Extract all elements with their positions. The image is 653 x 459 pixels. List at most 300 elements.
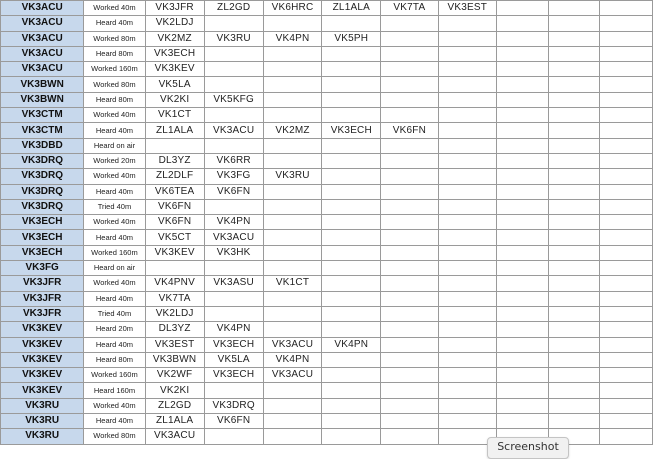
band-status-cell[interactable]: Heard on air xyxy=(84,138,145,153)
empty-cell[interactable] xyxy=(322,62,381,77)
empty-cell[interactable] xyxy=(381,215,438,230)
empty-cell[interactable] xyxy=(549,414,600,429)
band-status-cell[interactable]: Heard 160m xyxy=(84,383,145,398)
station-cell[interactable]: VK3ACU xyxy=(145,429,204,444)
empty-cell[interactable] xyxy=(549,383,600,398)
empty-cell[interactable] xyxy=(438,414,496,429)
empty-cell[interactable] xyxy=(381,261,438,276)
band-status-cell[interactable]: Worked 40m xyxy=(84,398,145,413)
empty-cell[interactable] xyxy=(549,16,600,31)
empty-cell[interactable] xyxy=(322,138,381,153)
band-status-cell[interactable]: Worked 40m xyxy=(84,215,145,230)
station-cell[interactable]: VK3JFR xyxy=(145,1,204,16)
callsign-cell[interactable]: VK3KEV xyxy=(1,383,84,398)
empty-cell[interactable] xyxy=(204,46,263,61)
empty-cell[interactable] xyxy=(322,77,381,92)
empty-cell[interactable] xyxy=(263,199,322,214)
empty-cell[interactable] xyxy=(263,138,322,153)
empty-cell[interactable] xyxy=(263,16,322,31)
station-cell[interactable]: VK2MZ xyxy=(145,31,204,46)
empty-cell[interactable] xyxy=(263,184,322,199)
empty-cell[interactable] xyxy=(438,46,496,61)
empty-cell[interactable] xyxy=(322,383,381,398)
empty-cell[interactable] xyxy=(381,306,438,321)
band-status-cell[interactable]: Worked 40m xyxy=(84,108,145,123)
station-cell[interactable]: VK3FG xyxy=(204,169,263,184)
empty-cell[interactable] xyxy=(204,16,263,31)
callsign-cell[interactable]: VK3RU xyxy=(1,414,84,429)
station-cell[interactable]: VK6FN xyxy=(204,184,263,199)
empty-cell[interactable] xyxy=(600,31,653,46)
empty-cell[interactable] xyxy=(381,46,438,61)
empty-cell[interactable] xyxy=(497,383,549,398)
empty-cell[interactable] xyxy=(263,153,322,168)
station-cell[interactable]: VK2MZ xyxy=(263,123,322,138)
empty-cell[interactable] xyxy=(438,62,496,77)
empty-cell[interactable] xyxy=(600,245,653,260)
empty-cell[interactable] xyxy=(497,306,549,321)
empty-cell[interactable] xyxy=(549,215,600,230)
empty-cell[interactable] xyxy=(381,184,438,199)
callsign-cell[interactable]: VK3ECH xyxy=(1,230,84,245)
empty-cell[interactable] xyxy=(549,398,600,413)
empty-cell[interactable] xyxy=(438,352,496,367)
empty-cell[interactable] xyxy=(600,322,653,337)
empty-cell[interactable] xyxy=(600,62,653,77)
callsign-cell[interactable]: VK3DRQ xyxy=(1,184,84,199)
empty-cell[interactable] xyxy=(438,276,496,291)
station-cell[interactable]: DL3YZ xyxy=(145,153,204,168)
empty-cell[interactable] xyxy=(497,1,549,16)
empty-cell[interactable] xyxy=(381,92,438,107)
empty-cell[interactable] xyxy=(600,398,653,413)
empty-cell[interactable] xyxy=(549,153,600,168)
empty-cell[interactable] xyxy=(600,337,653,352)
empty-cell[interactable] xyxy=(322,245,381,260)
station-cell[interactable]: VK3KEV xyxy=(145,245,204,260)
empty-cell[interactable] xyxy=(549,92,600,107)
empty-cell[interactable] xyxy=(549,31,600,46)
station-cell[interactable]: VK3ACU xyxy=(263,368,322,383)
station-cell[interactable]: VK3ACU xyxy=(263,337,322,352)
empty-cell[interactable] xyxy=(497,184,549,199)
empty-cell[interactable] xyxy=(438,138,496,153)
station-cell[interactable]: VK4PN xyxy=(204,215,263,230)
empty-cell[interactable] xyxy=(497,46,549,61)
band-status-cell[interactable]: Heard 40m xyxy=(84,291,145,306)
empty-cell[interactable] xyxy=(600,108,653,123)
station-cell[interactable]: VK3HK xyxy=(204,245,263,260)
station-cell[interactable]: VK6TEA xyxy=(145,184,204,199)
empty-cell[interactable] xyxy=(438,230,496,245)
empty-cell[interactable] xyxy=(549,62,600,77)
empty-cell[interactable] xyxy=(322,16,381,31)
callsign-cell[interactable]: VK3ACU xyxy=(1,16,84,31)
empty-cell[interactable] xyxy=(322,414,381,429)
empty-cell[interactable] xyxy=(263,414,322,429)
callsign-cell[interactable]: VK3DRQ xyxy=(1,153,84,168)
station-cell[interactable]: VK5PH xyxy=(322,31,381,46)
empty-cell[interactable] xyxy=(381,138,438,153)
station-cell[interactable]: VK2KI xyxy=(145,92,204,107)
band-status-cell[interactable]: Worked 80m xyxy=(84,429,145,444)
empty-cell[interactable] xyxy=(381,108,438,123)
callsign-cell[interactable]: VK3KEV xyxy=(1,337,84,352)
empty-cell[interactable] xyxy=(600,16,653,31)
station-cell[interactable]: VK3ASU xyxy=(204,276,263,291)
callsign-cell[interactable]: VK3ECH xyxy=(1,245,84,260)
station-cell[interactable]: VK2LDJ xyxy=(145,16,204,31)
station-cell[interactable]: VK3ACU xyxy=(204,230,263,245)
empty-cell[interactable] xyxy=(322,153,381,168)
empty-cell[interactable] xyxy=(322,169,381,184)
empty-cell[interactable] xyxy=(381,414,438,429)
station-cell[interactable]: ZL2GD xyxy=(204,1,263,16)
empty-cell[interactable] xyxy=(600,199,653,214)
band-status-cell[interactable]: Heard 40m xyxy=(84,414,145,429)
empty-cell[interactable] xyxy=(600,46,653,61)
empty-cell[interactable] xyxy=(204,199,263,214)
band-status-cell[interactable]: Worked 40m xyxy=(84,276,145,291)
empty-cell[interactable] xyxy=(549,138,600,153)
empty-cell[interactable] xyxy=(438,368,496,383)
band-status-cell[interactable]: Heard 20m xyxy=(84,322,145,337)
station-cell[interactable]: VK3KEV xyxy=(145,62,204,77)
empty-cell[interactable] xyxy=(600,383,653,398)
empty-cell[interactable] xyxy=(263,215,322,230)
empty-cell[interactable] xyxy=(381,337,438,352)
empty-cell[interactable] xyxy=(204,62,263,77)
empty-cell[interactable] xyxy=(263,291,322,306)
band-status-cell[interactable]: Tried 40m xyxy=(84,199,145,214)
empty-cell[interactable] xyxy=(497,138,549,153)
empty-cell[interactable] xyxy=(204,429,263,444)
screenshot-button[interactable]: Screenshot xyxy=(487,437,569,459)
station-cell[interactable]: VK6FN xyxy=(381,123,438,138)
empty-cell[interactable] xyxy=(497,62,549,77)
empty-cell[interactable] xyxy=(381,245,438,260)
station-cell[interactable]: VK3ECH xyxy=(145,46,204,61)
empty-cell[interactable] xyxy=(600,92,653,107)
station-cell[interactable]: VK6FN xyxy=(145,215,204,230)
empty-cell[interactable] xyxy=(263,77,322,92)
band-status-cell[interactable]: Heard 40m xyxy=(84,16,145,31)
empty-cell[interactable] xyxy=(322,230,381,245)
callsign-cell[interactable]: VK3ACU xyxy=(1,31,84,46)
empty-cell[interactable] xyxy=(549,77,600,92)
empty-cell[interactable] xyxy=(549,169,600,184)
empty-cell[interactable] xyxy=(600,306,653,321)
station-cell[interactable]: VK2LDJ xyxy=(145,306,204,321)
callsign-cell[interactable]: VK3RU xyxy=(1,429,84,444)
empty-cell[interactable] xyxy=(549,261,600,276)
empty-cell[interactable] xyxy=(263,62,322,77)
station-cell[interactable]: VK7TA xyxy=(381,1,438,16)
station-cell[interactable]: ZL1ALA xyxy=(145,414,204,429)
empty-cell[interactable] xyxy=(438,261,496,276)
empty-cell[interactable] xyxy=(497,230,549,245)
empty-cell[interactable] xyxy=(497,153,549,168)
band-status-cell[interactable]: Worked 80m xyxy=(84,31,145,46)
empty-cell[interactable] xyxy=(497,276,549,291)
callsign-cell[interactable]: VK3KEV xyxy=(1,322,84,337)
empty-cell[interactable] xyxy=(263,429,322,444)
empty-cell[interactable] xyxy=(381,62,438,77)
station-cell[interactable]: VK4PN xyxy=(263,31,322,46)
band-status-cell[interactable]: Worked 40m xyxy=(84,169,145,184)
station-cell[interactable]: VK2WF xyxy=(145,368,204,383)
station-cell[interactable]: VK6FN xyxy=(204,414,263,429)
empty-cell[interactable] xyxy=(322,108,381,123)
empty-cell[interactable] xyxy=(497,337,549,352)
callsign-cell[interactable]: VK3RU xyxy=(1,398,84,413)
empty-cell[interactable] xyxy=(438,31,496,46)
empty-cell[interactable] xyxy=(438,77,496,92)
station-cell[interactable]: VK3DRQ xyxy=(204,398,263,413)
empty-cell[interactable] xyxy=(381,398,438,413)
empty-cell[interactable] xyxy=(497,291,549,306)
callsign-cell[interactable]: VK3CTM xyxy=(1,123,84,138)
empty-cell[interactable] xyxy=(549,337,600,352)
empty-cell[interactable] xyxy=(497,123,549,138)
empty-cell[interactable] xyxy=(204,261,263,276)
callsign-cell[interactable]: VK3DBD xyxy=(1,138,84,153)
empty-cell[interactable] xyxy=(549,291,600,306)
empty-cell[interactable] xyxy=(549,245,600,260)
empty-cell[interactable] xyxy=(549,199,600,214)
empty-cell[interactable] xyxy=(549,46,600,61)
empty-cell[interactable] xyxy=(263,306,322,321)
empty-cell[interactable] xyxy=(600,352,653,367)
empty-cell[interactable] xyxy=(381,368,438,383)
empty-cell[interactable] xyxy=(322,276,381,291)
band-status-cell[interactable]: Heard 40m xyxy=(84,184,145,199)
callsign-cell[interactable]: VK3DRQ xyxy=(1,199,84,214)
callsign-cell[interactable]: VK3KEV xyxy=(1,368,84,383)
empty-cell[interactable] xyxy=(204,138,263,153)
empty-cell[interactable] xyxy=(204,77,263,92)
station-cell[interactable]: ZL2DLF xyxy=(145,169,204,184)
empty-cell[interactable] xyxy=(600,368,653,383)
station-cell[interactable]: VK6RR xyxy=(204,153,263,168)
empty-cell[interactable] xyxy=(263,398,322,413)
station-cell[interactable]: VK4PN xyxy=(322,337,381,352)
empty-cell[interactable] xyxy=(381,16,438,31)
station-cell[interactable]: VK3RU xyxy=(263,169,322,184)
empty-cell[interactable] xyxy=(438,184,496,199)
station-cell[interactable]: VK4PN xyxy=(204,322,263,337)
empty-cell[interactable] xyxy=(263,92,322,107)
empty-cell[interactable] xyxy=(381,322,438,337)
band-status-cell[interactable]: Heard 80m xyxy=(84,352,145,367)
station-cell[interactable]: VK1CT xyxy=(263,276,322,291)
station-cell[interactable]: ZL2GD xyxy=(145,398,204,413)
empty-cell[interactable] xyxy=(438,123,496,138)
callsign-cell[interactable]: VK3ACU xyxy=(1,1,84,16)
callsign-cell[interactable]: VK3ACU xyxy=(1,62,84,77)
empty-cell[interactable] xyxy=(438,108,496,123)
empty-cell[interactable] xyxy=(549,230,600,245)
empty-cell[interactable] xyxy=(322,215,381,230)
empty-cell[interactable] xyxy=(600,184,653,199)
empty-cell[interactable] xyxy=(549,352,600,367)
empty-cell[interactable] xyxy=(600,414,653,429)
empty-cell[interactable] xyxy=(438,383,496,398)
empty-cell[interactable] xyxy=(600,77,653,92)
empty-cell[interactable] xyxy=(204,108,263,123)
empty-cell[interactable] xyxy=(497,261,549,276)
empty-cell[interactable] xyxy=(497,215,549,230)
station-cell[interactable]: ZL1ALA xyxy=(145,123,204,138)
empty-cell[interactable] xyxy=(438,92,496,107)
empty-cell[interactable] xyxy=(322,429,381,444)
empty-cell[interactable] xyxy=(600,153,653,168)
band-status-cell[interactable]: Worked 160m xyxy=(84,62,145,77)
station-cell[interactable]: VK5LA xyxy=(145,77,204,92)
station-cell[interactable]: VK4PN xyxy=(263,352,322,367)
empty-cell[interactable] xyxy=(600,138,653,153)
empty-cell[interactable] xyxy=(204,291,263,306)
callsign-cell[interactable]: VK3KEV xyxy=(1,352,84,367)
station-cell[interactable]: VK5KFG xyxy=(204,92,263,107)
empty-cell[interactable] xyxy=(322,322,381,337)
station-cell[interactable]: DL3YZ xyxy=(145,322,204,337)
callsign-cell[interactable]: VK3ECH xyxy=(1,215,84,230)
station-cell[interactable]: VK2KI xyxy=(145,383,204,398)
empty-cell[interactable] xyxy=(322,261,381,276)
empty-cell[interactable] xyxy=(438,245,496,260)
empty-cell[interactable] xyxy=(322,184,381,199)
empty-cell[interactable] xyxy=(381,429,438,444)
callsign-cell[interactable]: VK3JFR xyxy=(1,276,84,291)
station-cell[interactable]: VK6FN xyxy=(145,199,204,214)
station-cell[interactable]: VK5CT xyxy=(145,230,204,245)
empty-cell[interactable] xyxy=(600,230,653,245)
empty-cell[interactable] xyxy=(381,169,438,184)
empty-cell[interactable] xyxy=(322,92,381,107)
empty-cell[interactable] xyxy=(600,1,653,16)
empty-cell[interactable] xyxy=(497,414,549,429)
station-cell[interactable]: VK3ECH xyxy=(204,368,263,383)
callsign-cell[interactable]: VK3BWN xyxy=(1,77,84,92)
band-status-cell[interactable]: Heard on air xyxy=(84,261,145,276)
empty-cell[interactable] xyxy=(204,306,263,321)
station-cell[interactable]: VK3BWN xyxy=(145,352,204,367)
empty-cell[interactable] xyxy=(549,1,600,16)
empty-cell[interactable] xyxy=(438,16,496,31)
station-cell[interactable]: VK3RU xyxy=(204,31,263,46)
empty-cell[interactable] xyxy=(263,383,322,398)
band-status-cell[interactable]: Tried 40m xyxy=(84,306,145,321)
station-cell[interactable]: VK7TA xyxy=(145,291,204,306)
empty-cell[interactable] xyxy=(322,368,381,383)
station-cell[interactable]: ZL1ALA xyxy=(322,1,381,16)
band-status-cell[interactable]: Heard 80m xyxy=(84,92,145,107)
empty-cell[interactable] xyxy=(381,352,438,367)
empty-cell[interactable] xyxy=(204,383,263,398)
empty-cell[interactable] xyxy=(322,291,381,306)
band-status-cell[interactable]: Heard 80m xyxy=(84,46,145,61)
empty-cell[interactable] xyxy=(438,398,496,413)
empty-cell[interactable] xyxy=(497,16,549,31)
empty-cell[interactable] xyxy=(438,322,496,337)
empty-cell[interactable] xyxy=(381,199,438,214)
empty-cell[interactable] xyxy=(497,92,549,107)
station-cell[interactable]: VK3ACU xyxy=(204,123,263,138)
empty-cell[interactable] xyxy=(263,322,322,337)
empty-cell[interactable] xyxy=(438,199,496,214)
callsign-cell[interactable]: VK3BWN xyxy=(1,92,84,107)
empty-cell[interactable] xyxy=(438,337,496,352)
station-cell[interactable]: VK3EST xyxy=(145,337,204,352)
empty-cell[interactable] xyxy=(322,46,381,61)
empty-cell[interactable] xyxy=(600,123,653,138)
band-status-cell[interactable]: Worked 160m xyxy=(84,368,145,383)
empty-cell[interactable] xyxy=(549,123,600,138)
empty-cell[interactable] xyxy=(600,429,653,444)
empty-cell[interactable] xyxy=(549,276,600,291)
empty-cell[interactable] xyxy=(322,199,381,214)
band-status-cell[interactable]: Heard 40m xyxy=(84,337,145,352)
empty-cell[interactable] xyxy=(600,215,653,230)
band-status-cell[interactable]: Worked 20m xyxy=(84,153,145,168)
empty-cell[interactable] xyxy=(322,306,381,321)
callsign-cell[interactable]: VK3FG xyxy=(1,261,84,276)
station-cell[interactable]: VK3EST xyxy=(438,1,496,16)
band-status-cell[interactable]: Worked 40m xyxy=(84,1,145,16)
empty-cell[interactable] xyxy=(600,169,653,184)
empty-cell[interactable] xyxy=(497,31,549,46)
empty-cell[interactable] xyxy=(497,245,549,260)
callsign-cell[interactable]: VK3CTM xyxy=(1,108,84,123)
empty-cell[interactable] xyxy=(438,169,496,184)
callsign-cell[interactable]: VK3JFR xyxy=(1,306,84,321)
empty-cell[interactable] xyxy=(549,322,600,337)
empty-cell[interactable] xyxy=(145,138,204,153)
empty-cell[interactable] xyxy=(497,368,549,383)
empty-cell[interactable] xyxy=(381,77,438,92)
empty-cell[interactable] xyxy=(497,199,549,214)
band-status-cell[interactable]: Heard 40m xyxy=(84,230,145,245)
callsign-cell[interactable]: VK3JFR xyxy=(1,291,84,306)
empty-cell[interactable] xyxy=(549,368,600,383)
station-cell[interactable]: VK6HRC xyxy=(263,1,322,16)
empty-cell[interactable] xyxy=(145,261,204,276)
empty-cell[interactable] xyxy=(381,291,438,306)
empty-cell[interactable] xyxy=(497,169,549,184)
empty-cell[interactable] xyxy=(263,108,322,123)
empty-cell[interactable] xyxy=(438,215,496,230)
empty-cell[interactable] xyxy=(497,77,549,92)
empty-cell[interactable] xyxy=(263,46,322,61)
empty-cell[interactable] xyxy=(381,230,438,245)
empty-cell[interactable] xyxy=(600,261,653,276)
empty-cell[interactable] xyxy=(497,352,549,367)
station-cell[interactable]: VK3ECH xyxy=(204,337,263,352)
empty-cell[interactable] xyxy=(438,153,496,168)
empty-cell[interactable] xyxy=(549,108,600,123)
empty-cell[interactable] xyxy=(549,184,600,199)
empty-cell[interactable] xyxy=(322,398,381,413)
empty-cell[interactable] xyxy=(438,291,496,306)
empty-cell[interactable] xyxy=(381,276,438,291)
empty-cell[interactable] xyxy=(497,108,549,123)
empty-cell[interactable] xyxy=(549,306,600,321)
callsign-cell[interactable]: VK3ACU xyxy=(1,46,84,61)
band-status-cell[interactable]: Heard 40m xyxy=(84,123,145,138)
station-cell[interactable]: VK1CT xyxy=(145,108,204,123)
band-status-cell[interactable]: Worked 160m xyxy=(84,245,145,260)
